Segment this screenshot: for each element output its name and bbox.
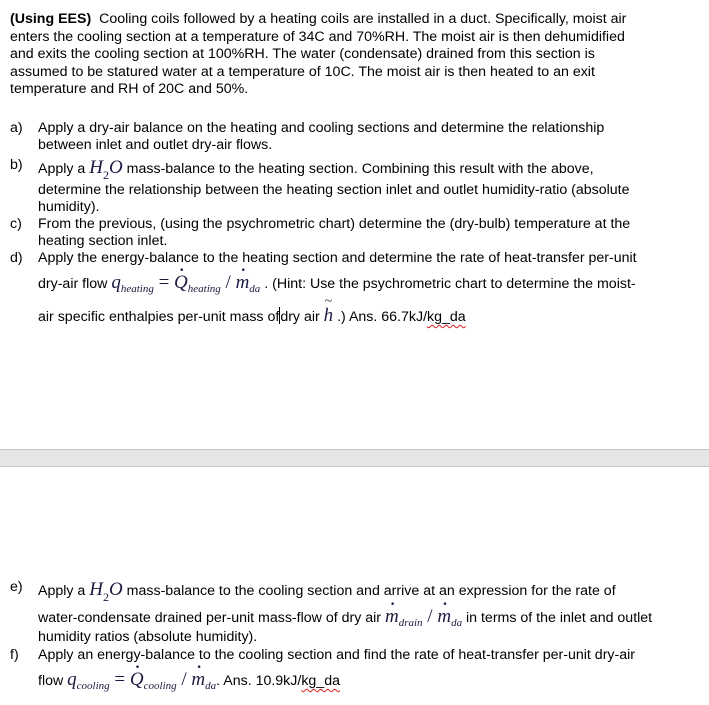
text: Apply a [38,583,90,599]
q-heating-equation: $q_{heating}$ = . $Q_{heating}$ / . $m_{da}$ [111,276,260,292]
intro-line-4: assumed to be statured water at a temperature of 10C. The moist air is then heated to an exit [10,63,595,80]
text: water-condensate drained per-unit mass-flow of dry air [38,610,385,626]
intro-line-5: temperature and RH of 20C and 50%. [10,81,249,97]
part-label: e) [10,579,23,595]
text: .) Ans. 66.7kJ/ [333,309,428,325]
part-e-line-3: humidity ratios (absolute humidity). [38,629,258,645]
intro-line-3: and exits the cooling section at 100%RH. The water (condensate) drained from this section is [10,46,595,62]
part-a-line-2: between inlet and outlet dry-air flows. [38,137,273,153]
part-label: f) [10,647,19,663]
h2o-formula: $H_2O$ [89,579,123,604]
text: . Ans. 10.9kJ/ [216,673,302,689]
part-c-line-2: heating section inlet. [38,233,168,249]
page-break-divider [0,449,709,467]
text: mass-balance to the heating section. Combining this result with the above, [122,161,594,177]
part-label: b) [10,157,23,173]
text: mass-balance to the cooling section and arrive at an expression for the rate of [122,583,616,599]
part-b-line-3: humidity). [38,199,100,215]
part-f-line-1: Apply an energy-balance to the cooling section and find the rate of heat-transfer per-unit dry-air [38,647,636,663]
intro-line-1 [10,11,700,29]
part-d-line-3 [38,305,466,327]
m-drain-ratio-equation: . $m_{drain}$ / . $m_{da}$ [385,610,462,626]
part-label: a) [10,120,23,136]
part-a-line-1: Apply a dry-air balance on the heating and cooling sections and determine the relationship [38,120,605,136]
h-tilde-symbol: ~ h [324,309,334,325]
text: Apply a [38,161,90,177]
q-cooling-equation: $q_{cooling}$ = . $Q_{cooling}$ / . $m_{da}$ [67,673,216,689]
part-label: c) [10,216,22,232]
text: flow [38,673,68,689]
answer-unit-spellcheck[interactable]: kg_da [301,673,340,689]
part-label: d) [10,250,23,266]
part-e-line-2 [38,606,652,628]
text: air specific enthalpies per-unit mass of [38,309,280,325]
intro-bold-label: (Using EES) [10,11,92,27]
part-c-line-1: From the previous, (using the psychrometric chart) determine the (dry-bulb) temperature at the [38,216,631,232]
h2o-formula: $H_2O$ [89,157,123,182]
part-d-line-1: Apply the energy-balance to the heating section and determine the rate of heat-transfer per-unit [38,250,637,266]
text: . (Hint: Use the psychrometric chart to determine the moist- [260,276,636,292]
text: dry air [280,309,324,325]
intro-text: Cooling coils followed by a heating coils are installed in a duct. Specifically, moist air [99,11,627,27]
problem-statement [10,11,700,99]
part-e-line-1 [38,579,616,605]
part-f-line-2 [38,669,340,691]
part-b-line-2: determine the relationship between the heating section inlet and outlet humidity-ratio (absolute [38,182,630,198]
answer-unit-spellcheck[interactable]: kg_da [427,309,466,325]
part-b-line-1 [38,157,594,183]
text: in terms of the inlet and outlet [462,610,653,626]
text: dry-air flow [38,276,112,292]
part-d-line-2 [38,272,636,294]
intro-line-2: enters the cooling section at a temperature of 34C and 70%RH. The moist air is then dehumidified [10,28,625,45]
